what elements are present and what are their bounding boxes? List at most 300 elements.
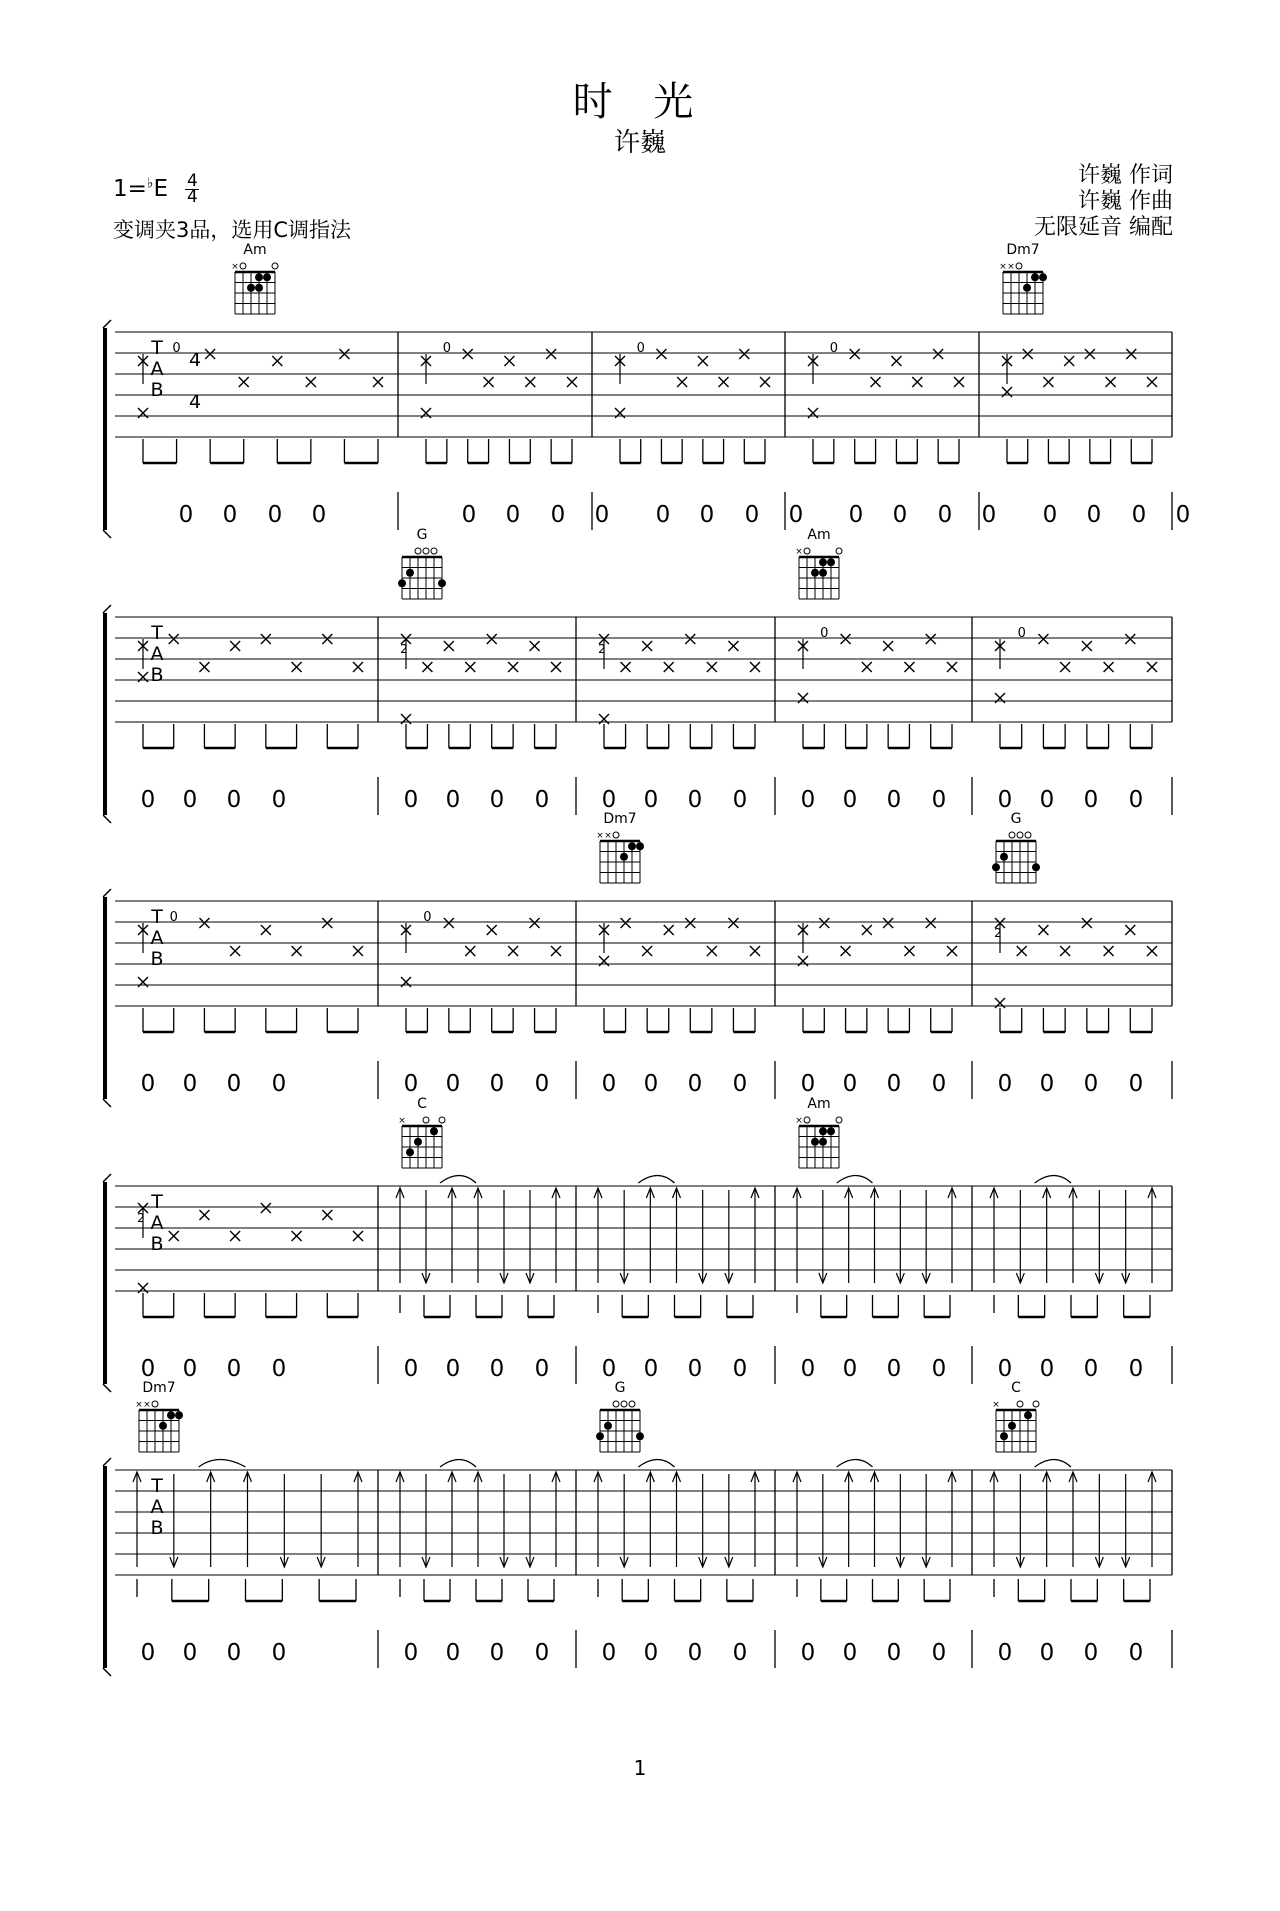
numbered-note: 0 xyxy=(489,1356,505,1382)
muted-string-mark: × xyxy=(1007,262,1015,272)
tab-note-x xyxy=(199,662,209,672)
tab-note-x xyxy=(1038,634,1048,644)
tab-note-x xyxy=(1104,946,1114,956)
finger-dot xyxy=(1032,863,1040,871)
lyricist: 许巍 作词 xyxy=(1078,163,1173,188)
tab-note-x xyxy=(530,641,540,651)
muted-string-mark: × xyxy=(596,831,604,841)
numbered-note: 0 xyxy=(534,1071,550,1097)
numbered-note: 0 xyxy=(1083,1071,1099,1097)
chord-diagram xyxy=(999,242,1047,314)
finger-dot xyxy=(159,1422,167,1430)
tab-note-x xyxy=(728,918,738,928)
system-bracket xyxy=(103,1182,107,1384)
open-string-note: 0 xyxy=(636,341,645,356)
bracket-cap xyxy=(103,1099,111,1107)
finger-dot xyxy=(1024,1411,1032,1419)
tab-note-x xyxy=(728,641,738,651)
finger-dot xyxy=(406,569,414,577)
tab-note-x xyxy=(1126,349,1136,359)
tab-note-x xyxy=(353,946,363,956)
tab-note-x xyxy=(1147,662,1157,672)
numbered-note: 0 xyxy=(842,1071,858,1097)
open-string-mark xyxy=(836,548,842,554)
numbered-note: 0 xyxy=(140,1356,156,1382)
open-string-mark xyxy=(240,263,246,269)
muted-string-mark: × xyxy=(999,262,1007,272)
numbered-note: 0 xyxy=(461,502,477,528)
tab-note-x xyxy=(656,349,666,359)
tab-note-x xyxy=(1064,356,1074,366)
numbered-note: 0 xyxy=(1086,502,1102,528)
numbered-note: 0 xyxy=(892,502,908,528)
tab-note-x xyxy=(1082,918,1092,928)
finger-dot xyxy=(628,842,636,850)
tab-note-x xyxy=(1125,634,1135,644)
numbered-note: 0 xyxy=(445,1071,461,1097)
tab-note-x xyxy=(750,662,760,672)
tab-note-x xyxy=(422,662,432,672)
tab-note-x xyxy=(306,377,316,387)
numbered-note: 0 xyxy=(655,502,671,528)
chord-diagram xyxy=(231,242,278,314)
chord-diagram xyxy=(135,1380,183,1452)
numbered-note: 0 xyxy=(800,1071,816,1097)
numbered-note: 0 xyxy=(687,787,703,813)
system-bracket xyxy=(103,897,107,1099)
tie-arc xyxy=(638,1460,674,1468)
muted-string-mark: × xyxy=(143,1400,151,1410)
tab-clef-letter: T xyxy=(151,1475,163,1497)
tie-arc xyxy=(837,1176,873,1184)
composer: 许巍 作曲 xyxy=(1078,189,1173,214)
tab-note-x xyxy=(1017,946,1027,956)
tab-clef-letter: A xyxy=(150,1212,164,1234)
numbered-note: 0 xyxy=(732,1356,748,1382)
tab-note-x xyxy=(685,918,695,928)
finger-dot xyxy=(992,863,1000,871)
tab-clef-letter: T xyxy=(151,906,163,928)
chord-name: C xyxy=(417,1096,427,1112)
tab-note-x xyxy=(871,377,881,387)
open-string-mark xyxy=(629,1401,635,1407)
tab-note-x xyxy=(642,641,652,651)
finger-dot xyxy=(1000,1432,1008,1440)
bracket-cap xyxy=(103,1174,111,1182)
tab-note-x xyxy=(912,377,922,387)
tab-note-x xyxy=(230,1231,240,1241)
tab-clef-letter: A xyxy=(150,358,164,380)
chord-name: Am xyxy=(807,1096,831,1112)
tab-note-x xyxy=(760,377,770,387)
open-string-mark xyxy=(804,1117,810,1123)
finger-dot xyxy=(811,1138,819,1146)
tab-note-x xyxy=(484,377,494,387)
chord-name: Dm7 xyxy=(603,811,637,827)
finger-dot xyxy=(1008,1422,1016,1430)
finger-dot xyxy=(1023,284,1031,292)
finger-dot xyxy=(636,842,644,850)
tab-note-x xyxy=(322,918,332,928)
numbered-note: 0 xyxy=(594,502,610,528)
finger-dot xyxy=(819,1127,827,1135)
tab-clef-letter: T xyxy=(151,622,163,644)
finger-dot xyxy=(811,569,819,577)
finger-dot xyxy=(819,558,827,566)
chord-diagram xyxy=(992,1380,1039,1452)
numbered-note: 0 xyxy=(271,787,287,813)
open-string-mark xyxy=(613,1401,619,1407)
numbered-note: 0 xyxy=(732,1071,748,1097)
numbered-note: 0 xyxy=(800,1356,816,1382)
tab-note-x xyxy=(819,918,829,928)
tab-time-bottom: 4 xyxy=(188,391,202,413)
tab-note-x xyxy=(926,634,936,644)
tab-note-x xyxy=(551,662,561,672)
tie-arc xyxy=(1035,1460,1071,1468)
numbered-note: 0 xyxy=(687,1356,703,1382)
numbered-note: 0 xyxy=(931,1071,947,1097)
numbered-note: 0 xyxy=(403,1071,419,1097)
open-string-mark xyxy=(272,263,278,269)
tab-note-x xyxy=(1125,925,1135,935)
chord-diagram xyxy=(596,811,644,883)
muted-string-mark: × xyxy=(604,831,612,841)
finger-dot xyxy=(827,558,835,566)
tab-note-x xyxy=(261,925,271,935)
tab-note-x xyxy=(1147,377,1157,387)
fret-number: 2 xyxy=(598,642,606,656)
numbered-note: 0 xyxy=(842,1640,858,1666)
open-string-mark xyxy=(1033,1401,1039,1407)
key-note: E xyxy=(153,176,169,202)
tab-note-x xyxy=(1060,946,1070,956)
tab-note-x xyxy=(230,641,240,651)
bracket-cap xyxy=(103,530,111,538)
finger-dot xyxy=(255,273,263,281)
numbered-note: 0 xyxy=(403,787,419,813)
tab-note-x xyxy=(551,946,561,956)
numbered-note: 0 xyxy=(997,1640,1013,1666)
open-string-mark xyxy=(423,1117,429,1123)
finger-dot xyxy=(620,853,628,861)
numbered-note: 0 xyxy=(226,1071,242,1097)
tab-note-x xyxy=(621,662,631,672)
numbered-note: 0 xyxy=(550,502,566,528)
numbered-note: 0 xyxy=(489,1071,505,1097)
numbered-note: 0 xyxy=(931,1356,947,1382)
numbered-note: 0 xyxy=(1083,787,1099,813)
tab-clef-letter: T xyxy=(151,1191,163,1213)
bracket-cap xyxy=(103,320,111,328)
tab-note-x xyxy=(292,946,302,956)
tab-note-x xyxy=(239,377,249,387)
numbered-note: 0 xyxy=(534,787,550,813)
tie-arc xyxy=(837,1460,873,1468)
tab-note-x xyxy=(850,349,860,359)
numbered-note: 0 xyxy=(886,1640,902,1666)
tab-note-x xyxy=(841,946,851,956)
numbered-note: 0 xyxy=(489,1640,505,1666)
bracket-cap xyxy=(103,1668,111,1676)
tab-note-x xyxy=(664,662,674,672)
numbered-note: 0 xyxy=(534,1356,550,1382)
tab-note-x xyxy=(322,634,332,644)
open-string-note: 0 xyxy=(423,910,432,925)
numbered-note: 0 xyxy=(403,1356,419,1382)
open-string-mark xyxy=(804,548,810,554)
tab-note-x xyxy=(230,946,240,956)
tab-note-x xyxy=(933,349,943,359)
numbered-note: 0 xyxy=(997,1356,1013,1382)
finger-dot xyxy=(247,284,255,292)
tab-note-x xyxy=(463,349,473,359)
chord-name: G xyxy=(1010,811,1022,827)
tab-note-x xyxy=(261,1203,271,1213)
tab-note-x xyxy=(707,946,717,956)
numbered-note: 0 xyxy=(1039,1640,1055,1666)
numbered-note: 0 xyxy=(687,1640,703,1666)
numbered-note: 0 xyxy=(848,502,864,528)
tab-note-x xyxy=(546,349,556,359)
tab-note-x xyxy=(339,349,349,359)
numbered-note: 0 xyxy=(1128,1356,1144,1382)
tab-note-x xyxy=(883,641,893,651)
numbered-note: 0 xyxy=(267,502,283,528)
finger-dot xyxy=(1031,273,1039,281)
tab-note-x xyxy=(926,918,936,928)
open-string-note: 0 xyxy=(442,341,451,356)
tab-note-x xyxy=(642,946,652,956)
tie-arc xyxy=(440,1176,476,1184)
numbered-note: 0 xyxy=(601,1640,617,1666)
numbered-note: 0 xyxy=(1039,787,1055,813)
tab-note-x xyxy=(199,1210,209,1220)
tab-note-x xyxy=(487,925,497,935)
numbered-note: 0 xyxy=(226,1640,242,1666)
tab-note-x xyxy=(322,1210,332,1220)
finger-dot xyxy=(596,1432,604,1440)
chord-name: Dm7 xyxy=(142,1380,176,1396)
tab-note-x xyxy=(947,946,957,956)
open-string-mark xyxy=(152,1401,158,1407)
tab-note-x xyxy=(904,946,914,956)
numbered-note: 0 xyxy=(1131,502,1147,528)
open-string-note: 0 xyxy=(829,341,838,356)
numbered-note: 0 xyxy=(601,1071,617,1097)
chord-name: G xyxy=(614,1380,626,1396)
numbered-note: 0 xyxy=(445,787,461,813)
chord-diagram xyxy=(795,527,842,599)
open-string-mark xyxy=(1017,1401,1023,1407)
bracket-cap xyxy=(103,1384,111,1392)
tab-note-x xyxy=(292,1231,302,1241)
tab-clef-letter: A xyxy=(150,927,164,949)
finger-dot xyxy=(263,273,271,281)
numbered-note: 0 xyxy=(403,1640,419,1666)
numbered-note: 0 xyxy=(1175,502,1191,528)
tab-note-x xyxy=(199,918,209,928)
numbered-note: 0 xyxy=(1128,787,1144,813)
numbered-note: 0 xyxy=(445,1356,461,1382)
chord-name: G xyxy=(416,527,428,543)
numbered-note: 0 xyxy=(800,1640,816,1666)
muted-string-mark: × xyxy=(231,262,239,272)
finger-dot xyxy=(636,1432,644,1440)
numbered-note: 0 xyxy=(931,787,947,813)
numbered-note: 0 xyxy=(732,1640,748,1666)
numbered-note: 0 xyxy=(699,502,715,528)
numbered-note: 0 xyxy=(601,1356,617,1382)
finger-dot xyxy=(819,569,827,577)
numbered-note: 0 xyxy=(997,787,1013,813)
tab-clef-letter: B xyxy=(150,948,164,970)
finger-dot xyxy=(819,1138,827,1146)
tab-note-x xyxy=(292,662,302,672)
open-string-mark xyxy=(415,548,421,554)
numbered-note: 0 xyxy=(842,787,858,813)
bracket-cap xyxy=(103,605,111,613)
tab-note-x xyxy=(1106,377,1116,387)
numbered-note: 0 xyxy=(732,787,748,813)
finger-dot xyxy=(430,1127,438,1135)
tab-note-x xyxy=(353,662,363,672)
open-string-note: 0 xyxy=(820,626,829,641)
tab-note-x xyxy=(1104,662,1114,672)
chord-diagram xyxy=(596,1380,644,1452)
tab-note-x xyxy=(444,641,454,651)
finger-dot xyxy=(438,579,446,587)
muted-string-mark: × xyxy=(795,1116,803,1126)
song-title: 时 光 xyxy=(572,79,708,125)
page-number: 1 xyxy=(633,1756,647,1780)
artist-name: 许巍 xyxy=(613,128,666,158)
finger-dot xyxy=(398,579,406,587)
tab-note-x xyxy=(169,1231,179,1241)
chord-diagram xyxy=(992,811,1040,883)
numbered-note: 0 xyxy=(687,1071,703,1097)
numbered-note: 0 xyxy=(226,1356,242,1382)
tab-note-x xyxy=(1060,662,1070,672)
muted-string-mark: × xyxy=(795,547,803,557)
tab-note-x xyxy=(444,918,454,928)
tab-note-x xyxy=(353,1231,363,1241)
numbered-note: 0 xyxy=(271,1640,287,1666)
numbered-note: 0 xyxy=(311,502,327,528)
tab-clef-letter: T xyxy=(151,337,163,359)
numbered-note: 0 xyxy=(1128,1640,1144,1666)
finger-dot xyxy=(255,284,263,292)
bracket-cap xyxy=(103,815,111,823)
finger-dot xyxy=(414,1138,422,1146)
fret-number: 2 xyxy=(400,642,408,656)
numbered-note: 0 xyxy=(886,1356,902,1382)
numbered-note: 0 xyxy=(271,1356,287,1382)
bracket-cap xyxy=(103,889,111,897)
tab-note-x xyxy=(862,662,872,672)
numbered-note: 0 xyxy=(886,1071,902,1097)
tab-note-x xyxy=(508,662,518,672)
chord-name: Dm7 xyxy=(1006,242,1040,258)
tab-note-x xyxy=(719,377,729,387)
tie-arc xyxy=(1035,1176,1071,1184)
tab-note-x xyxy=(862,925,872,935)
numbered-note: 0 xyxy=(140,787,156,813)
chord-diagram xyxy=(795,1096,842,1168)
numbered-note: 0 xyxy=(931,1640,947,1666)
numbered-note: 0 xyxy=(1039,1071,1055,1097)
tab-note-x xyxy=(205,349,215,359)
finger-dot xyxy=(604,1422,612,1430)
numbered-note: 0 xyxy=(1083,1640,1099,1666)
tab-time-top: 4 xyxy=(188,349,202,371)
tab-note-x xyxy=(508,946,518,956)
numbered-note: 0 xyxy=(1083,1356,1099,1382)
tab-note-x xyxy=(621,918,631,928)
tab-note-x xyxy=(750,946,760,956)
open-string-mark xyxy=(621,1401,627,1407)
tab-note-x xyxy=(904,662,914,672)
tab-note-x xyxy=(677,377,687,387)
finger-dot xyxy=(827,1127,835,1135)
numbered-note: 0 xyxy=(505,502,521,528)
numbered-note: 0 xyxy=(800,787,816,813)
open-string-mark xyxy=(431,548,437,554)
tie-arc xyxy=(199,1460,246,1468)
tab-note-x xyxy=(530,918,540,928)
open-string-mark xyxy=(423,548,429,554)
numbered-note: 0 xyxy=(140,1071,156,1097)
tab-note-x xyxy=(1082,641,1092,651)
tab-note-x xyxy=(373,377,383,387)
numbered-note: 0 xyxy=(981,502,997,528)
numbered-note: 0 xyxy=(997,1071,1013,1097)
tab-note-x xyxy=(525,377,535,387)
tie-arc xyxy=(440,1460,476,1468)
finger-dot xyxy=(167,1411,175,1419)
time-bottom: 4 xyxy=(186,187,198,207)
tab-clef-letter: B xyxy=(150,1517,164,1539)
bracket-cap xyxy=(103,1458,111,1466)
tie-arc xyxy=(638,1176,674,1184)
chord-name: Am xyxy=(243,242,267,258)
muted-string-mark: × xyxy=(398,1116,406,1126)
tab-note-x xyxy=(698,356,708,366)
tab-note-x xyxy=(739,349,749,359)
numbered-note: 0 xyxy=(643,787,659,813)
tab-note-x xyxy=(272,356,282,366)
numbered-note: 0 xyxy=(1039,1356,1055,1382)
open-string-mark xyxy=(1025,832,1031,838)
open-string-mark xyxy=(1009,832,1015,838)
fret-number: 2 xyxy=(137,1211,145,1225)
tab-note-x xyxy=(707,662,717,672)
tab-note-x xyxy=(685,634,695,644)
numbered-note: 0 xyxy=(489,787,505,813)
numbered-note: 0 xyxy=(643,1356,659,1382)
tab-note-x xyxy=(261,634,271,644)
numbered-note: 0 xyxy=(445,1640,461,1666)
numbered-note: 0 xyxy=(271,1071,287,1097)
tab-note-x xyxy=(465,662,475,672)
finger-dot xyxy=(1039,273,1047,281)
numbered-note: 0 xyxy=(182,1356,198,1382)
numbered-note: 0 xyxy=(601,787,617,813)
tab-note-x xyxy=(841,634,851,644)
numbered-note: 0 xyxy=(222,502,238,528)
tab-note-x xyxy=(504,356,514,366)
tab-note-x xyxy=(891,356,901,366)
